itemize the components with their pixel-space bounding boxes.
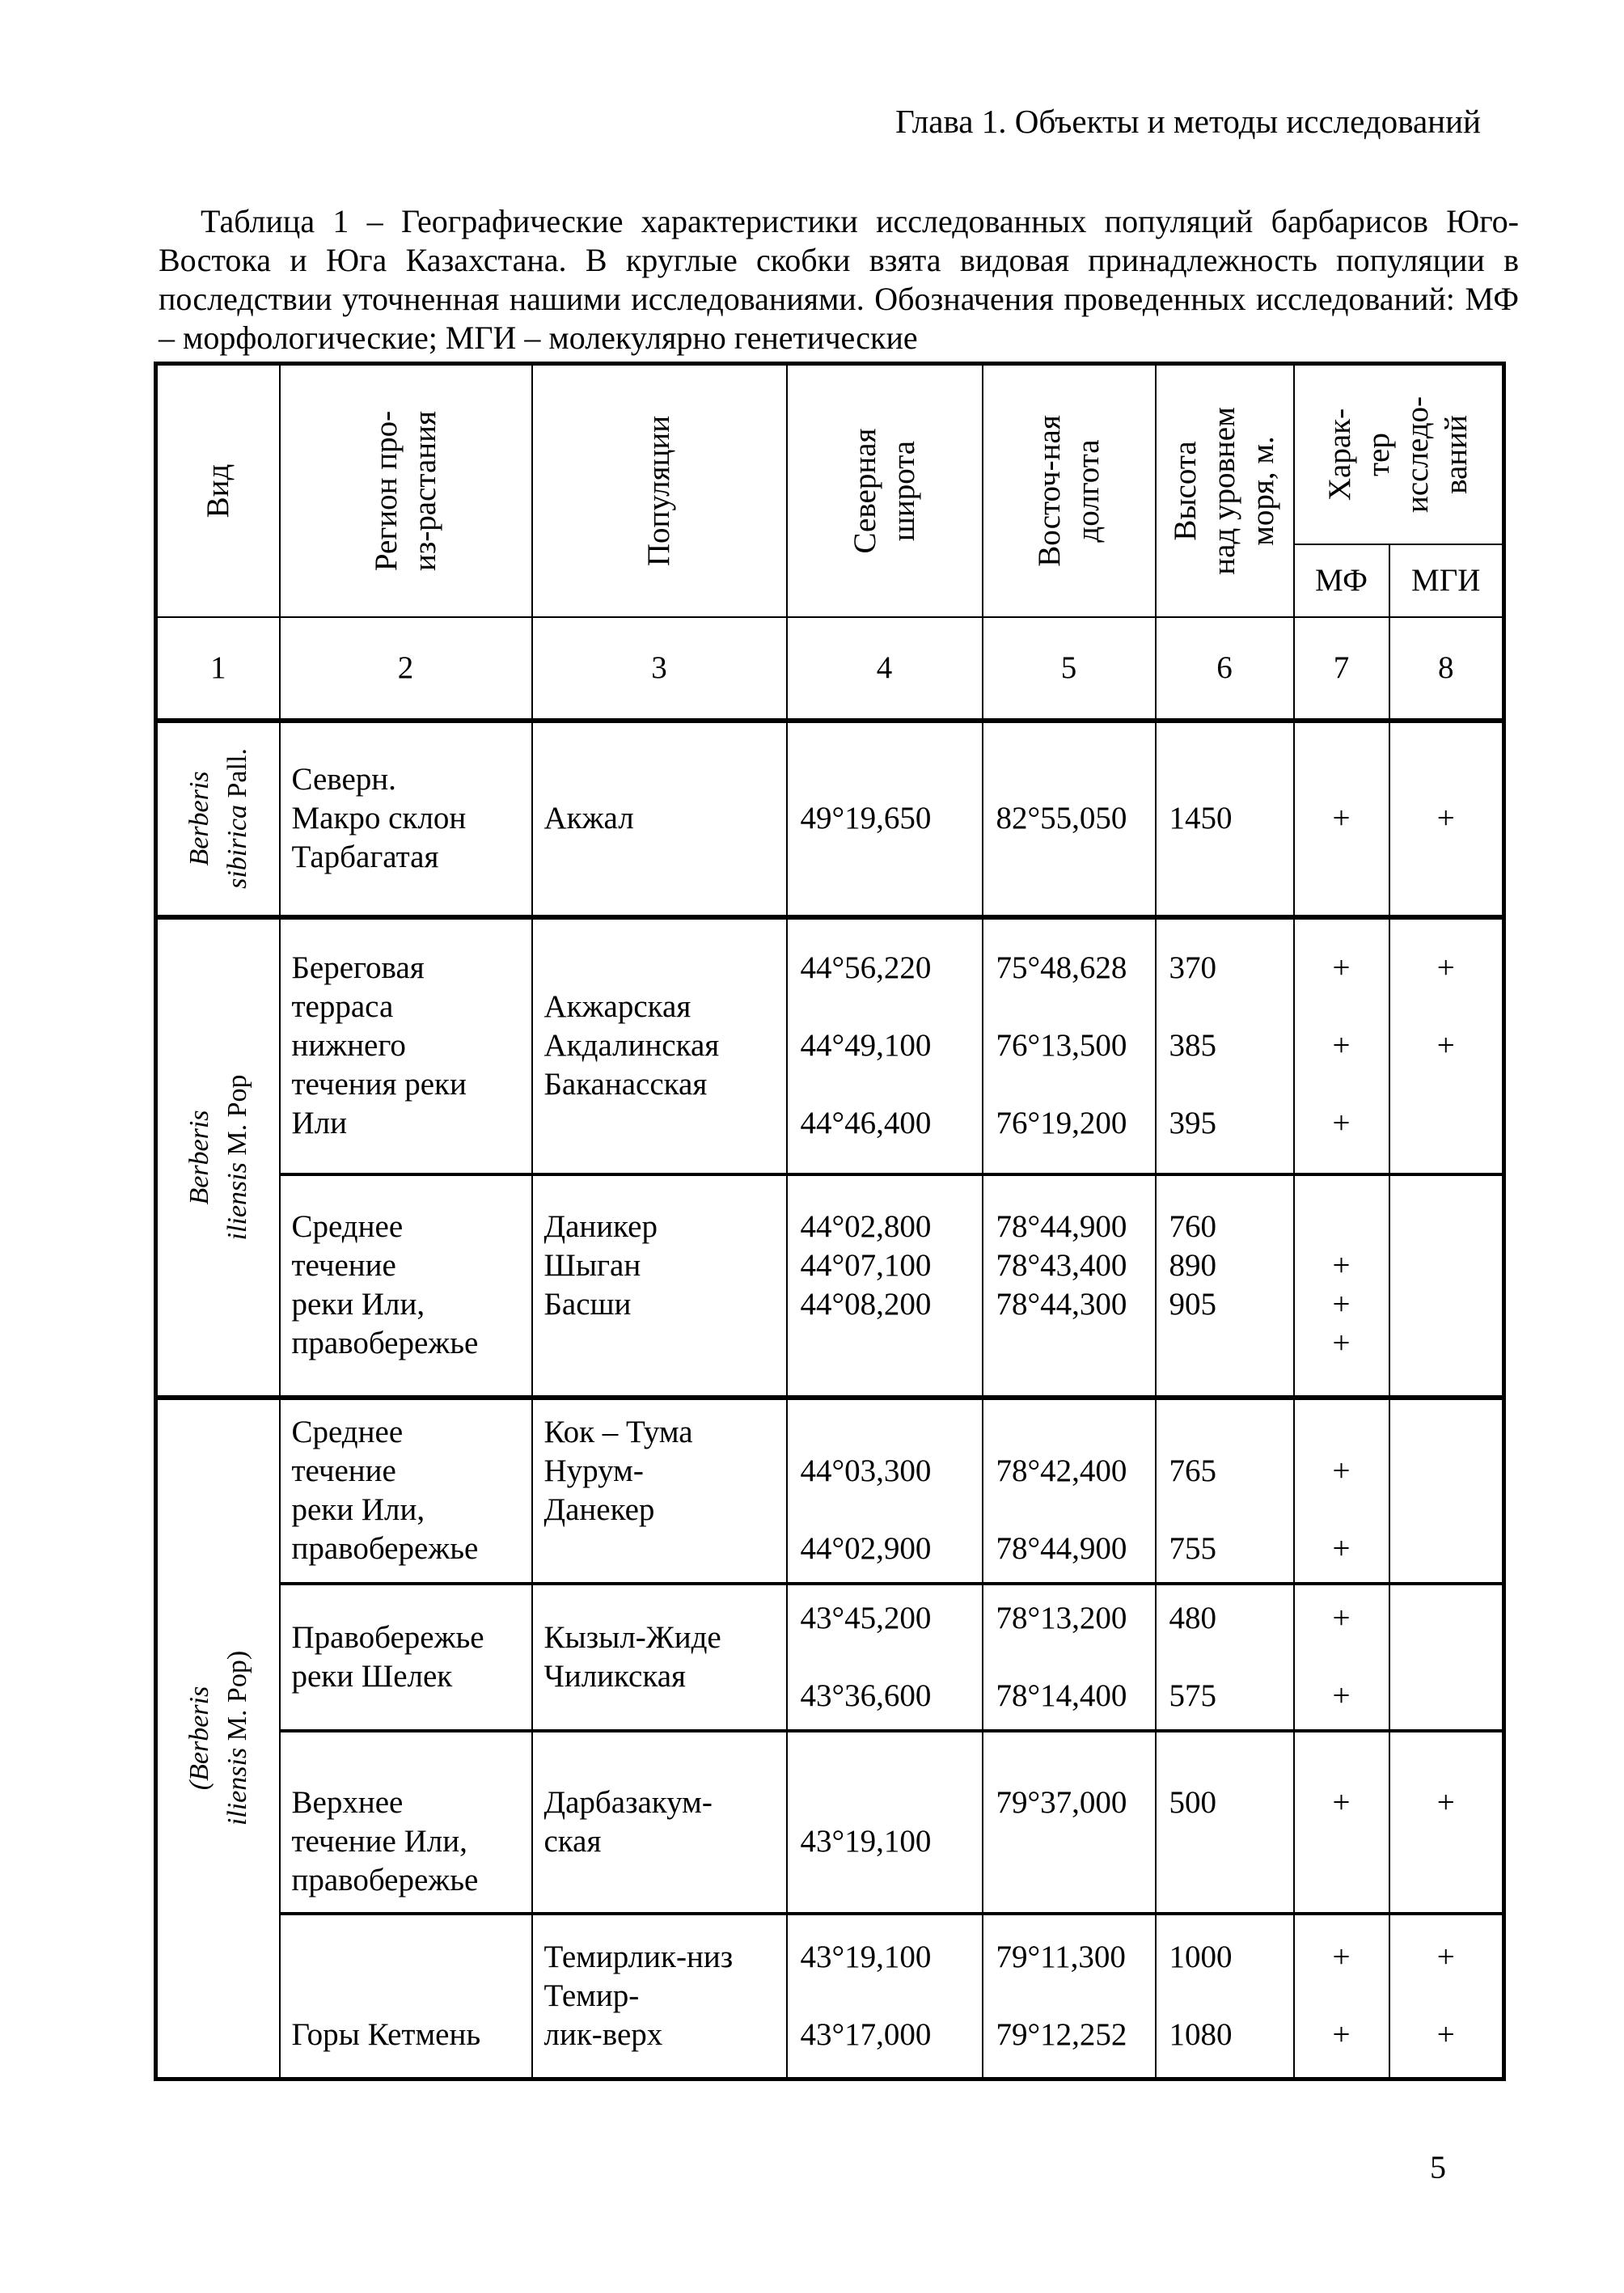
species-name: (Berberis iliensis M. Pop) <box>184 1651 252 1826</box>
cell-mgi-mark <box>1389 1398 1504 1584</box>
cell-line: терраса <box>291 989 394 1024</box>
cell-line: 765 <box>1169 1453 1216 1488</box>
cell-line: моря, м. <box>1245 435 1280 546</box>
cell-line <box>1169 1491 1293 1529</box>
cell-altitude <box>1156 917 1294 1174</box>
cell-mgi-mark <box>1389 1731 1504 1914</box>
cell-mgi-mark <box>1389 1174 1504 1398</box>
cell-line: тер <box>1360 432 1396 476</box>
cell-line: + <box>1332 801 1351 836</box>
cell-line <box>292 1745 531 1783</box>
cell-line: 575 <box>1169 1677 1216 1713</box>
cell-altitude <box>1156 1174 1294 1398</box>
cell-line: + <box>1332 1531 1351 1566</box>
cell-line: 905 <box>1169 1287 1216 1322</box>
cell-altitude <box>1156 721 1294 917</box>
cell-mf-mark <box>1294 1174 1389 1398</box>
cell-longitude <box>983 1398 1156 1584</box>
header-mgi: МГИ <box>1389 544 1504 617</box>
cell-populations <box>532 1731 787 1914</box>
cell-longitude <box>983 1731 1156 1914</box>
cell-altitude <box>1156 1584 1294 1731</box>
column-number: 6 <box>1156 617 1294 721</box>
cell-line: правобережье <box>291 1531 479 1566</box>
cell-line: течение Или, <box>291 1823 467 1859</box>
cell-line: + <box>1332 1939 1351 1974</box>
cell-line: широта <box>886 440 921 541</box>
header-latitude <box>787 364 983 617</box>
cell-line: Или <box>291 1106 347 1140</box>
cell-line: Северная <box>847 428 882 554</box>
cell-line: 44°02,800 <box>800 1209 932 1244</box>
cell-line: 1000 <box>1169 1939 1233 1974</box>
column-number: 1 <box>156 617 280 721</box>
cell-line <box>996 1822 1155 1861</box>
cell-line: Вид <box>200 463 235 518</box>
cell-line <box>801 1065 982 1104</box>
cell-line: Кок – Тума <box>543 1415 693 1449</box>
cell-latitude <box>787 721 983 917</box>
cell-line: 44°08,200 <box>800 1287 932 1322</box>
cell-line: Тарбагатая <box>291 840 439 874</box>
cell-line <box>996 1638 1155 1677</box>
cell-line: 44°49,100 <box>800 1028 932 1063</box>
cell-mgi-mark <box>1389 1584 1504 1731</box>
cell-line <box>292 1977 531 2016</box>
cell-line: 79°11,300 <box>996 1939 1126 1974</box>
cell-line: + <box>1436 1784 1455 1820</box>
cell-line: 44°56,220 <box>800 950 932 985</box>
cell-longitude <box>983 721 1156 917</box>
cell-line: 76°13,500 <box>996 1028 1127 1063</box>
cell-line: + <box>1332 1784 1351 1820</box>
cell-latitude <box>787 1584 983 1731</box>
cell-line: 43°45,200 <box>800 1600 932 1635</box>
cell-line: + <box>1332 1453 1351 1488</box>
cell-line: течения реки <box>291 1067 467 1102</box>
cell-line <box>1390 1861 1503 1900</box>
cell-line <box>292 1938 531 1977</box>
cell-line: Акжал <box>543 801 634 836</box>
cell-line: + <box>1436 950 1455 985</box>
populations-table <box>154 362 1506 2081</box>
cell-line: Среднее <box>291 1415 404 1449</box>
page-number: 5 <box>1430 2149 1446 2185</box>
header-longitude <box>983 364 1156 617</box>
cell-line: Среднее <box>291 1209 404 1244</box>
cell-line <box>1169 1065 1293 1104</box>
cell-line: 44°02,900 <box>800 1531 932 1566</box>
cell-line: 1080 <box>1169 2016 1233 2052</box>
cell-populations <box>532 1914 787 2079</box>
cell-line: Нурум- <box>543 1453 644 1488</box>
column-number: 8 <box>1389 617 1504 721</box>
cell-line: 78°14,400 <box>996 1677 1127 1713</box>
cell-line <box>801 1861 982 1900</box>
header-research-type <box>1294 364 1504 544</box>
cell-line: Шыган <box>543 1248 641 1283</box>
cell-line <box>801 1413 982 1452</box>
cell-line: Дарбазакум- <box>543 1784 713 1820</box>
cell-line: из-растания <box>407 410 442 571</box>
cell-line: 385 <box>1169 1028 1216 1063</box>
cell-line: течение <box>291 1248 396 1283</box>
cell-latitude <box>787 917 983 1174</box>
species-name: Berberis iliensis M. Pop <box>184 1074 252 1240</box>
cell-line: + <box>1436 2016 1455 2052</box>
cell-line <box>996 1065 1155 1104</box>
cell-line: ская <box>543 1823 602 1859</box>
cell-line: над уровнем <box>1207 406 1241 575</box>
cell-line <box>1169 1638 1293 1677</box>
cell-line <box>1295 1861 1389 1900</box>
cell-populations <box>532 721 787 917</box>
cell-line <box>1169 1977 1293 2016</box>
cell-line <box>1295 988 1389 1026</box>
cell-line <box>1169 988 1293 1026</box>
cell-line <box>1169 1413 1293 1452</box>
cell-longitude <box>983 1914 1156 2079</box>
cell-line: Восточ-ная <box>1031 414 1067 567</box>
cell-line <box>544 1104 786 1143</box>
cell-populations <box>532 1174 787 1398</box>
cell-line: Популяции <box>641 415 676 566</box>
cell-latitude <box>787 1914 983 2079</box>
cell-line: 78°44,900 <box>996 1209 1127 1244</box>
cell-line: + <box>1332 1248 1351 1283</box>
cell-line: нижнего <box>291 1028 406 1063</box>
cell-line <box>996 1977 1155 2016</box>
cell-line: 78°13,200 <box>996 1600 1127 1635</box>
cell-line <box>544 1529 786 1568</box>
cell-line: 78°44,900 <box>996 1531 1127 1566</box>
cell-line: ваний <box>1438 414 1474 494</box>
cell-line <box>1295 1413 1389 1452</box>
cell-line <box>1295 1822 1389 1861</box>
chapter-header: Глава 1. Объекты и методы исследований <box>895 103 1481 140</box>
cell-line <box>1295 1208 1389 1246</box>
cell-line: Акдалинская <box>543 1028 720 1063</box>
cell-longitude <box>983 1584 1156 1731</box>
cell-line: + <box>1332 1600 1351 1635</box>
cell-longitude <box>983 1174 1156 1398</box>
cell-region <box>280 917 532 1174</box>
cell-line <box>544 949 786 988</box>
cell-mf-mark <box>1294 1398 1389 1584</box>
cell-line: 78°44,300 <box>996 1287 1127 1322</box>
cell-line <box>1295 1745 1389 1783</box>
header-altitude <box>1156 364 1294 617</box>
cell-line: Харак- <box>1322 408 1357 501</box>
cell-line <box>1169 1324 1293 1363</box>
cell-line: + <box>1436 801 1455 836</box>
column-number: 5 <box>983 617 1156 721</box>
species-cell <box>156 721 280 917</box>
cell-line: 78°43,400 <box>996 1248 1127 1283</box>
cell-line: 1450 <box>1169 801 1233 836</box>
cell-line: реки Шелек <box>291 1658 453 1694</box>
cell-region <box>280 1398 532 1584</box>
cell-line: Акжарская <box>543 989 691 1024</box>
cell-line: 890 <box>1169 1248 1216 1283</box>
cell-line: Высота <box>1168 441 1203 541</box>
cell-latitude <box>787 1398 983 1584</box>
cell-line <box>1390 1065 1503 1104</box>
cell-line: Макро склон <box>291 801 467 836</box>
cell-line: 75°48,628 <box>996 950 1127 985</box>
species-cell <box>156 917 280 1398</box>
cell-line: течение <box>291 1453 396 1488</box>
cell-line <box>801 1324 982 1363</box>
cell-line <box>996 1324 1155 1363</box>
cell-latitude <box>787 1731 983 1914</box>
cell-line <box>1390 1822 1503 1861</box>
cell-line: долгота <box>1070 439 1106 543</box>
cell-line: Регион про- <box>368 410 404 571</box>
cell-altitude <box>1156 1914 1294 2079</box>
cell-line <box>801 1491 982 1529</box>
cell-line: 755 <box>1169 1531 1216 1566</box>
cell-line: 43°19,100 <box>800 1939 932 1974</box>
cell-line: реки Или, <box>291 1287 425 1322</box>
column-number: 7 <box>1294 617 1389 721</box>
cell-mgi-mark <box>1389 721 1504 917</box>
cell-line <box>996 1413 1155 1452</box>
cell-line <box>1169 1861 1293 1900</box>
cell-line: 500 <box>1169 1784 1216 1820</box>
cell-line: + <box>1436 1939 1455 1974</box>
cell-region <box>280 1731 532 1914</box>
cell-line: правобережье <box>291 1862 479 1897</box>
cell-line: Даникер <box>543 1209 658 1244</box>
cell-line: Правобережье <box>291 1619 484 1655</box>
cell-line: 43°36,600 <box>800 1677 932 1713</box>
cell-line <box>1295 1977 1389 2016</box>
header-region <box>280 364 532 617</box>
cell-line: + <box>1332 1028 1351 1063</box>
cell-line <box>801 1977 982 2016</box>
species-cell <box>156 1398 280 2079</box>
header-species <box>156 364 280 617</box>
cell-region <box>280 1174 532 1398</box>
cell-longitude <box>983 917 1156 1174</box>
cell-line: 76°19,200 <box>996 1106 1127 1140</box>
cell-line <box>1169 1822 1293 1861</box>
cell-line <box>544 1861 786 1900</box>
cell-line: + <box>1332 1287 1351 1322</box>
cell-line <box>1390 988 1503 1026</box>
cell-line <box>1295 1638 1389 1677</box>
cell-line: + <box>1436 1028 1455 1063</box>
cell-line: Темир- <box>543 1978 640 2013</box>
cell-line: 480 <box>1169 1600 1216 1635</box>
cell-mf-mark <box>1294 917 1389 1174</box>
cell-line: 44°03,300 <box>800 1453 932 1488</box>
cell-line: + <box>1332 2016 1351 2052</box>
header-populations <box>532 364 787 617</box>
column-number: 4 <box>787 617 983 721</box>
cell-populations <box>532 1398 787 1584</box>
cell-line: 43°17,000 <box>800 2016 932 2052</box>
cell-line: + <box>1332 950 1351 985</box>
column-number: 3 <box>532 617 787 721</box>
cell-mf-mark <box>1294 1914 1389 2079</box>
cell-line <box>801 1783 982 1822</box>
header-mf: МФ <box>1294 544 1389 617</box>
column-number: 2 <box>280 617 532 721</box>
table-caption: Таблица 1 – Географические характеристики исследованных популяций барбарисов Юго-Востока и Юга Казахстана. В круглые скобки взята видовая принадлежность популяции в последствии уточненная нашими исследованиями. Обозначения проведенных исследований: МФ – морфологические; МГИ – молекулярно генетические <box>159 203 1519 356</box>
cell-mgi-mark <box>1389 917 1504 1174</box>
cell-line <box>1295 1491 1389 1529</box>
cell-line <box>996 1861 1155 1900</box>
cell-line <box>996 1745 1155 1783</box>
cell-line <box>544 1745 786 1783</box>
cell-line: Кызыл-Жиде <box>543 1619 721 1655</box>
cell-line: Горы Кетмень <box>291 2016 481 2052</box>
cell-line: 395 <box>1169 1106 1216 1140</box>
cell-mgi-mark <box>1389 1914 1504 2079</box>
cell-region <box>280 1914 532 2079</box>
cell-line <box>801 988 982 1026</box>
cell-populations <box>532 1584 787 1731</box>
cell-region <box>280 721 532 917</box>
cell-altitude <box>1156 1398 1294 1584</box>
cell-line: лик-верх <box>543 2016 663 2052</box>
species-name: Berberis sibirica Pall. <box>184 748 252 889</box>
cell-line: 79°12,252 <box>996 2016 1127 2052</box>
cell-line <box>1169 1745 1293 1783</box>
cell-altitude <box>1156 1731 1294 1914</box>
cell-line <box>996 1491 1155 1529</box>
cell-region <box>280 1584 532 1731</box>
cell-populations <box>532 917 787 1174</box>
cell-line: реки Или, <box>291 1492 425 1527</box>
cell-line: Баканасская <box>543 1067 708 1102</box>
cell-line: 44°07,100 <box>800 1248 932 1283</box>
cell-line: Чиликская <box>543 1658 686 1694</box>
cell-line <box>1295 1065 1389 1104</box>
cell-line: Басши <box>543 1287 632 1322</box>
cell-line: 760 <box>1169 1209 1216 1244</box>
cell-line: Северн. <box>291 762 396 797</box>
cell-mf-mark <box>1294 1731 1389 1914</box>
cell-mf-mark <box>1294 721 1389 917</box>
cell-line <box>1390 1745 1503 1783</box>
cell-line: Береговая <box>291 950 425 985</box>
cell-line: + <box>1332 1106 1351 1140</box>
cell-line <box>996 988 1155 1026</box>
cell-line: исследо- <box>1399 396 1435 513</box>
cell-line: правобережье <box>291 1326 479 1360</box>
cell-line: 44°46,400 <box>800 1106 932 1140</box>
cell-line: 370 <box>1169 950 1216 985</box>
cell-line <box>544 1324 786 1363</box>
cell-line: 79°37,000 <box>996 1784 1127 1820</box>
cell-line <box>1390 1977 1503 2016</box>
cell-line: Темирлик-низ <box>543 1939 734 1974</box>
cell-line: + <box>1332 1677 1351 1713</box>
cell-line: 43°19,100 <box>800 1823 932 1859</box>
cell-line: + <box>1332 1326 1351 1360</box>
cell-line: 78°42,400 <box>996 1453 1127 1488</box>
cell-line <box>1390 1104 1503 1143</box>
cell-line: 82°55,050 <box>996 801 1127 836</box>
cell-latitude <box>787 1174 983 1398</box>
cell-line: 49°19,650 <box>800 801 932 836</box>
cell-line <box>801 1638 982 1677</box>
cell-line: Данекер <box>543 1492 655 1527</box>
cell-line: Верхнее <box>291 1784 404 1820</box>
cell-line <box>801 1745 982 1783</box>
cell-mf-mark <box>1294 1584 1389 1731</box>
